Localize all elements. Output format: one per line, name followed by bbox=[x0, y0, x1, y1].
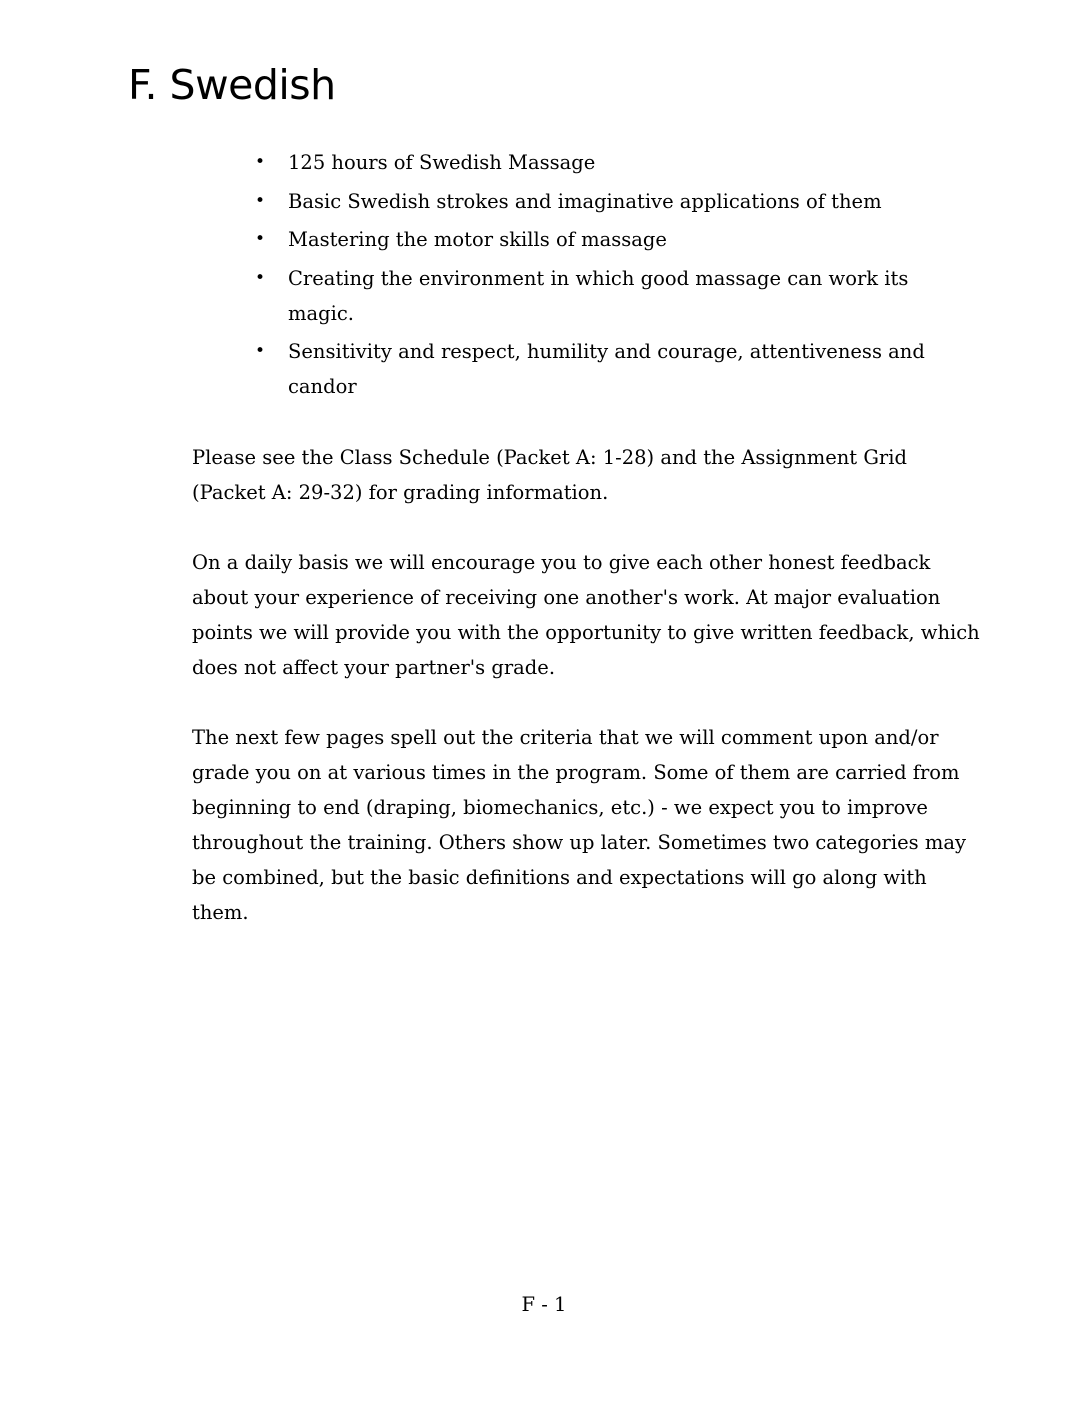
list-item bbox=[252, 145, 972, 180]
page-title: F. Swedish bbox=[128, 61, 336, 109]
list-item bbox=[252, 334, 972, 404]
list-item bbox=[252, 222, 972, 257]
list-item-text: Sensitivity and respect, humility and courage, attentiveness and candor bbox=[288, 340, 925, 398]
list-item-text: Mastering the motor skills of massage bbox=[288, 228, 667, 251]
bullet-icon: • bbox=[255, 152, 266, 172]
criteria-paragraph: The next few pages spell out the criteria that we will comment upon and/or grade you on at various times in the program. Some of them are carried from beginning to end (draping, biomechanics, etc.) - we expect you to improve throughout the training. Others show up later. Sometimes two categories may be combined, but the basic definitions and expectations will go along with them. bbox=[192, 726, 966, 924]
bullet-icon: • bbox=[255, 267, 266, 288]
page-number: F - 1 bbox=[521, 1293, 567, 1316]
feedback-paragraph: On a daily basis we will encourage you to give each other honest feedback about your experience of receiving one another's work. At major evaluation points we will provide you with the opportunity to give written feedback, which does not affect your partner's grade. bbox=[192, 551, 980, 679]
bullet-list bbox=[252, 145, 972, 408]
list-item bbox=[252, 261, 972, 331]
bullet-icon: • bbox=[255, 190, 266, 211]
list-item-text: Basic Swedish strokes and imaginative applications of them bbox=[288, 189, 882, 213]
list-item-text: 125 hours of Swedish Massage bbox=[288, 151, 596, 174]
list-item-text: Creating the environment in which good massage can work its magic. bbox=[288, 266, 909, 325]
bullet-icon: • bbox=[255, 229, 266, 249]
list-item bbox=[252, 184, 972, 219]
bullet-icon: • bbox=[255, 341, 266, 361]
grading-info-paragraph: Please see the Class Schedule (Packet A: 1-28) and the Assignment Grid (Packet A: 29-32) for grading information. bbox=[192, 446, 907, 504]
